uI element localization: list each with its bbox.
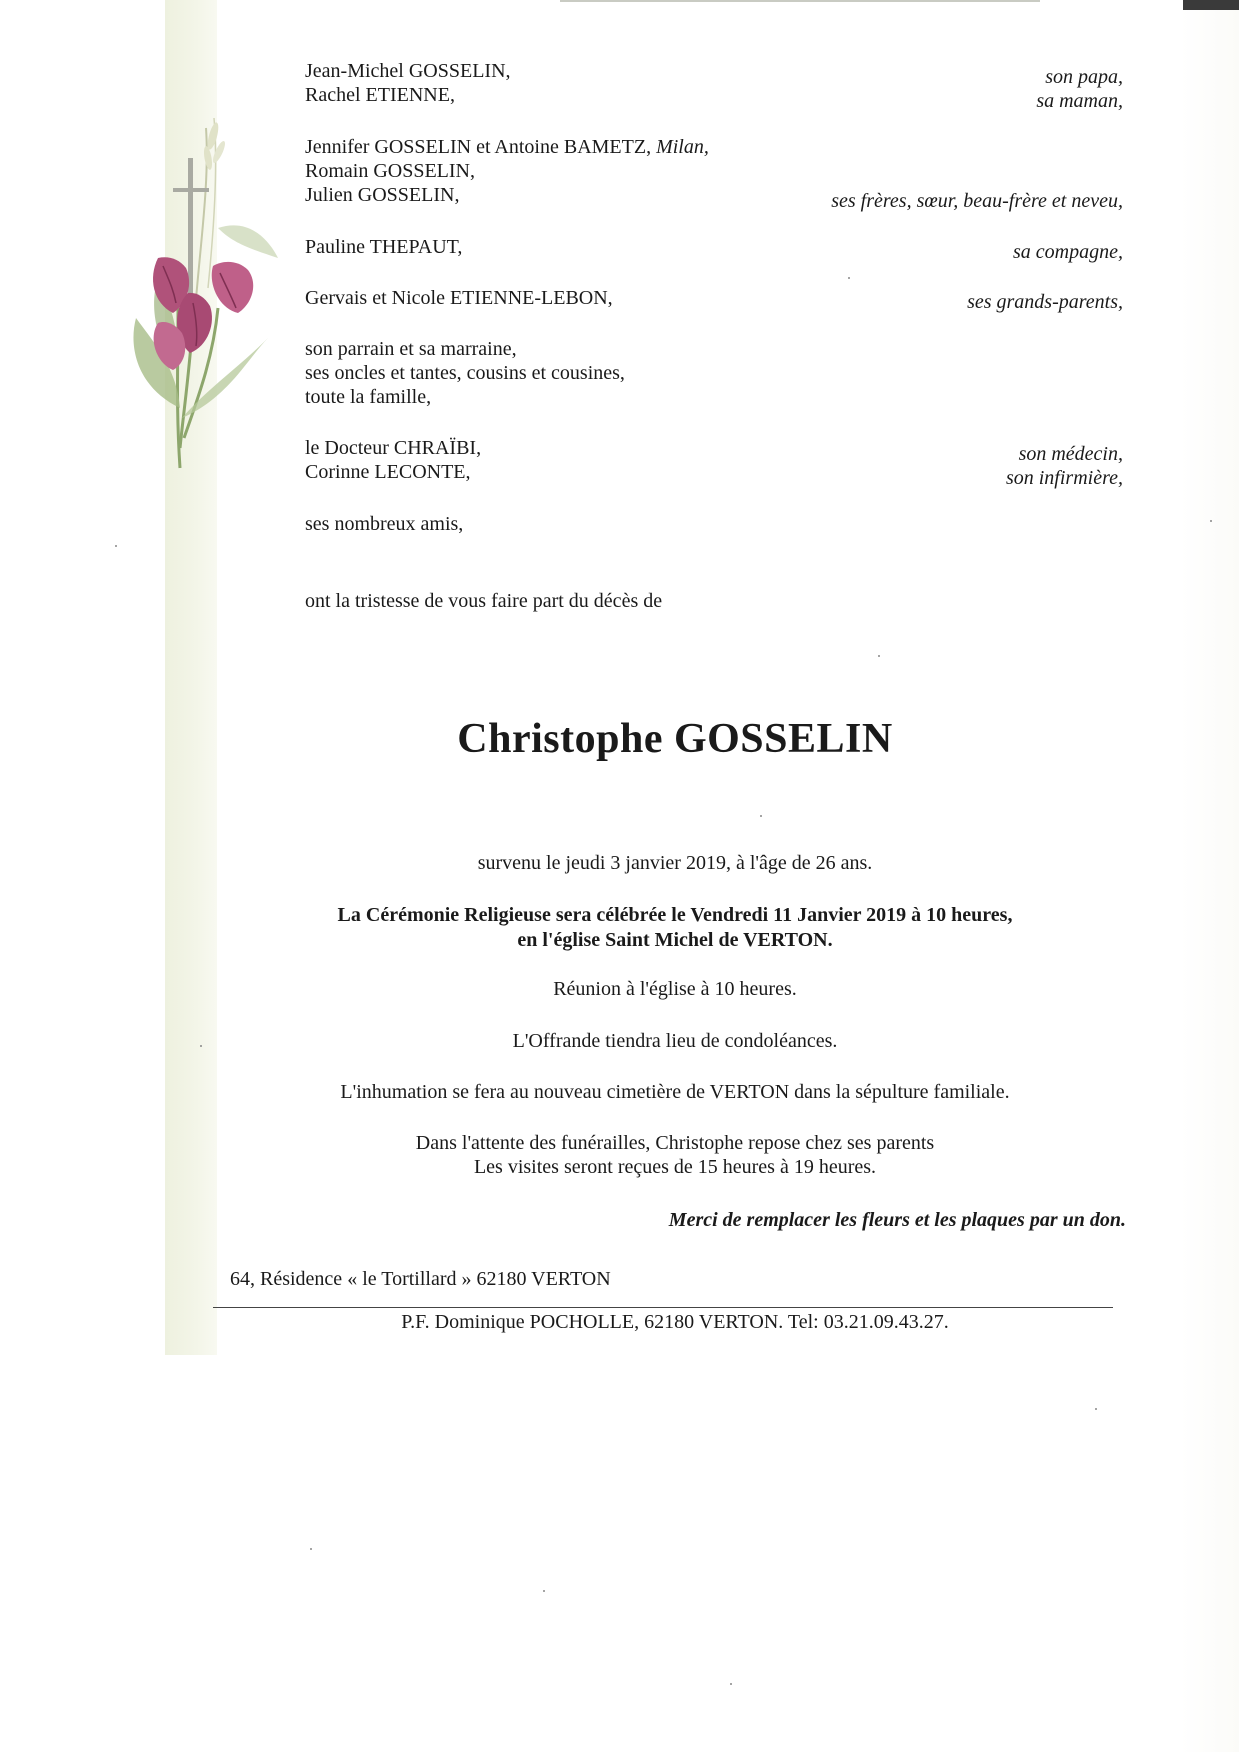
sibling-line-1 bbox=[305, 135, 709, 159]
rest-line-2: Les visites seront reçues de 15 heures à 19 heures. bbox=[473, 1156, 877, 1178]
deceased-name: Christophe GOSSELIN bbox=[457, 716, 893, 762]
calla-lily-cross-illustration bbox=[118, 108, 288, 488]
nephew-name: Milan, bbox=[656, 136, 709, 158]
scan-speck bbox=[200, 1045, 202, 1047]
extended-line-2: ses oncles et tantes, cousins et cousines, bbox=[305, 362, 625, 384]
relation-mother: sa maman, bbox=[1036, 90, 1123, 112]
scan-speck bbox=[730, 1683, 732, 1685]
relation-nurse: son infirmière, bbox=[1005, 467, 1123, 489]
page-edge-shade bbox=[1180, 0, 1239, 1752]
relation-partner: sa compagne, bbox=[1013, 241, 1123, 263]
extended-line-1: son parrain et sa marraine, bbox=[305, 338, 517, 360]
ceremony-line-2: en l'église Saint Michel de VERTON. bbox=[517, 929, 833, 951]
flowers-request: Merci de remplacer les fleurs et les plaques par un don. bbox=[668, 1209, 1126, 1231]
meeting-line: Réunion à l'église à 10 heures. bbox=[553, 978, 797, 1000]
partner-name: Pauline THEPAUT, bbox=[305, 236, 463, 258]
scan-speck bbox=[543, 1590, 545, 1592]
sibling-line-2: Romain GOSSELIN, bbox=[305, 160, 475, 182]
scan-speck bbox=[310, 1548, 312, 1550]
offering-line: L'Offrande tiendra lieu de condoléances. bbox=[512, 1030, 838, 1052]
scan-speck bbox=[848, 277, 850, 279]
grandparents-name: Gervais et Nicole ETIENNE-LEBON, bbox=[305, 287, 613, 309]
footer-divider bbox=[213, 1307, 1113, 1308]
sibling-names: Jennifer GOSSELIN et Antoine BAMETZ, bbox=[305, 136, 652, 158]
scan-corner-mark bbox=[1183, 0, 1239, 10]
family-address: 64, Résidence « le Tortillard » 62180 VERTON bbox=[230, 1268, 611, 1290]
funeral-home-info: P.F. Dominique POCHOLLE, 62180 VERTON. Tel: 03.21.09.43.27. bbox=[401, 1311, 949, 1333]
relation-father: son papa, bbox=[1045, 66, 1123, 88]
death-details: survenu le jeudi 3 janvier 2019, à l'âge de 26 ans. bbox=[477, 852, 873, 874]
relation-grandparents: ses grands-parents, bbox=[967, 291, 1123, 313]
scan-top-edge bbox=[560, 0, 1040, 2]
friends-line: ses nombreux amis, bbox=[305, 513, 464, 535]
scan-speck bbox=[1210, 520, 1212, 522]
scan-speck bbox=[1095, 1408, 1097, 1410]
nurse-name: Corinne LECONTE, bbox=[305, 461, 471, 483]
scan-speck bbox=[115, 545, 117, 547]
announcement-line: ont la tristesse de vous faire part du décès de bbox=[305, 590, 663, 612]
rest-line-1: Dans l'attente des funérailles, Christophe repose chez ses parents bbox=[415, 1132, 935, 1154]
relation-siblings: ses frères, sœur, beau-frère et neveu, bbox=[831, 190, 1123, 212]
extended-line-3: toute la famille, bbox=[305, 386, 432, 408]
doctor-name: le Docteur CHRAÏBI, bbox=[305, 437, 482, 459]
parent-name-mother: Rachel ETIENNE, bbox=[305, 84, 455, 106]
parent-name-father: Jean-Michel GOSSELIN, bbox=[305, 60, 511, 82]
relation-doctor: son médecin, bbox=[1018, 443, 1123, 465]
burial-line: L'inhumation se fera au nouveau cimetière de VERTON dans la sépulture familiale. bbox=[340, 1081, 1010, 1103]
ceremony-line-1: La Cérémonie Religieuse sera célébrée le Vendredi 11 Janvier 2019 à 10 heures, bbox=[337, 904, 1013, 926]
sibling-line-3: Julien GOSSELIN, bbox=[305, 184, 460, 206]
scan-speck bbox=[878, 655, 880, 657]
scan-speck bbox=[760, 815, 762, 817]
